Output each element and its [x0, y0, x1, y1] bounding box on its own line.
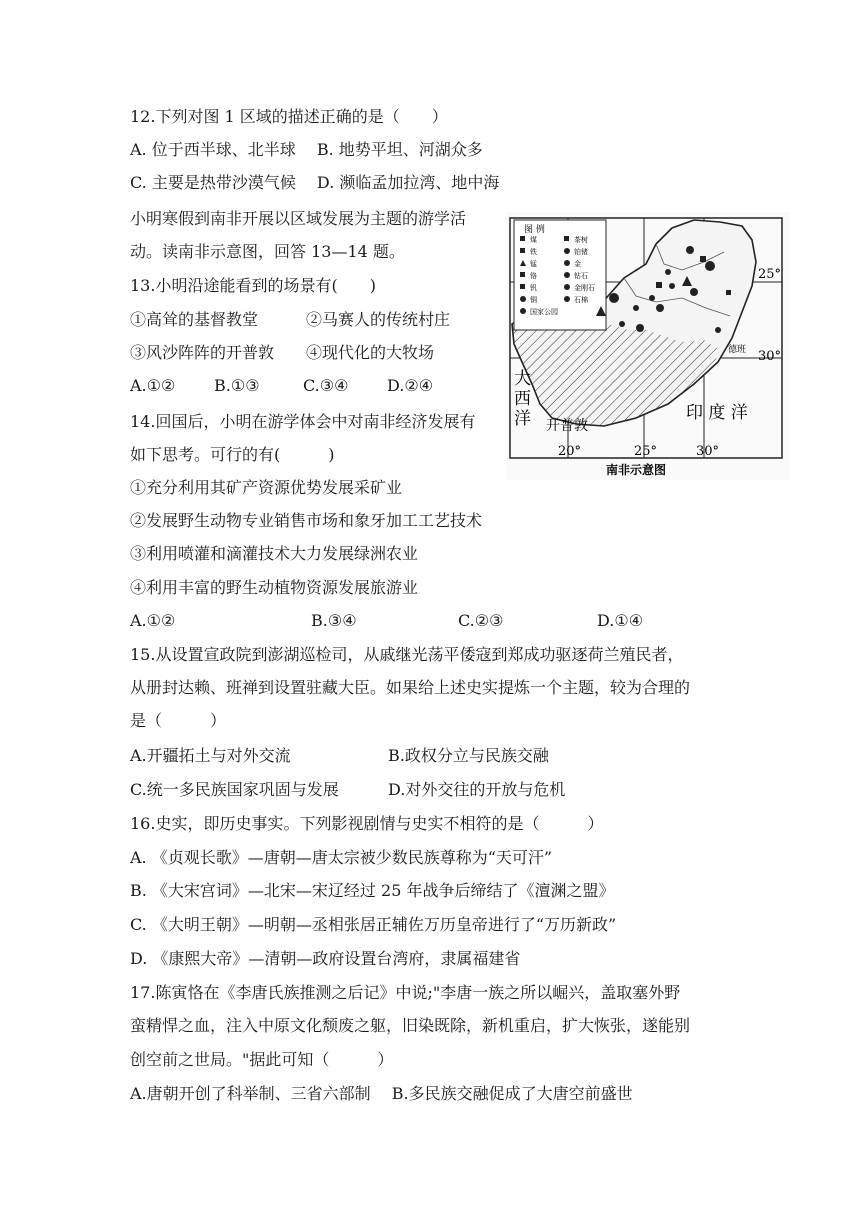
- legend-label: 锰: [530, 260, 537, 268]
- q14-item-4: ④利用丰富的野生动植物资源发展旅游业: [130, 578, 419, 597]
- legend-label: 铬: [530, 272, 537, 280]
- q14-stem-2: 如下思考。可行的有( ): [130, 445, 335, 464]
- q14-item-1: ①充分利用其矿产资源优势发展采矿业: [130, 478, 403, 497]
- q14-option-d: D.①④: [597, 611, 644, 630]
- city-durban: 德班: [728, 345, 747, 355]
- q16-option-d: D. 《康熙大帝》—清朝—政府设置台湾府，隶属福建省: [130, 949, 521, 968]
- q14-item-3: ③利用喷灌和滴灌技术大力发展绿洲农业: [130, 544, 419, 563]
- legend-label: 铁: [530, 248, 537, 256]
- symbol-circle: [649, 295, 655, 301]
- q16-option-c: C. 《大明王朝》—明朝—丞相张居正辅佐万历皇帝进行了“万历新政”: [130, 915, 617, 934]
- city-capetown: 开普敦: [546, 418, 588, 434]
- q13-option-d: D.②④: [387, 376, 434, 395]
- q14-option-c: C.②③: [458, 611, 504, 630]
- symbol-circle: [619, 321, 625, 327]
- q15-option-b: B.政权分立与民族交融: [388, 746, 549, 765]
- legend-label: 钻石: [574, 272, 588, 280]
- symbol-circle: [665, 269, 671, 275]
- symbol-circle: [705, 261, 715, 271]
- q14-stem-1: 14.回国后，小明在游学体会中对南非经济发展有: [130, 412, 476, 431]
- legend-label: 金刚石: [574, 284, 595, 292]
- legend-symbol: [520, 284, 525, 289]
- intro-line-1: 小明寒假到南非开展以区域发展为主题的游学活: [130, 209, 467, 228]
- q12-options-cd: C. 主要是热带沙漠气候 D. 濒临孟加拉湾、地中海: [130, 173, 500, 192]
- q17-stem-1: 17.陈寅恪在《李唐氏族推测之后记》中说;"李唐一族之所以崛兴，盖取塞外野: [130, 983, 681, 1002]
- legend-label: 钒: [530, 284, 537, 292]
- symbol-circle: [656, 304, 664, 312]
- q15-stem-1: 15.从设置宣政院到澎湖巡检司，从戚继光荡平倭寇到郑成功驱逐荷兰殖民者，: [130, 645, 684, 664]
- q13-stem: 13.小明沿途能看到的场景有( ): [130, 276, 376, 295]
- ocean-atlantic-2: 西: [514, 389, 531, 409]
- legend-symbol: [564, 272, 570, 278]
- q15-stem-3: 是（ ）: [130, 711, 227, 730]
- map-caption: 南非示意图: [606, 463, 667, 477]
- lon-label-30: 30°: [696, 444, 720, 459]
- q13-item-34: ③风沙阵阵的开普敦 ④现代化的大牧场: [130, 343, 435, 362]
- intro-line-2: 动。读南非示意图，回答 13—14 题。: [130, 242, 405, 261]
- legend-symbol: [564, 236, 569, 241]
- q13-option-b: B.①③: [214, 376, 260, 395]
- legend-label: 金: [574, 260, 581, 268]
- q15-option-c: C.统一多民族国家巩固与发展: [130, 780, 339, 799]
- q14-option-a: A.①②: [130, 611, 176, 630]
- q17-option-ab: A.唐朝开创了科举制、三省六部制 B.多民族交融促成了大唐空前盛世: [130, 1084, 633, 1103]
- ocean-indian: 印 度 洋: [686, 403, 748, 423]
- q12-options-ab: A. 位于西半球、北半球 B. 地势平坦、河湖众多: [130, 140, 483, 159]
- symbol-square: [656, 282, 662, 288]
- legend-label: 国家公园: [530, 308, 558, 316]
- legend-symbol: [564, 248, 570, 254]
- q16-stem: 16.史实，即历史事实。下列影视剧情与史实不相符的是（ ）: [130, 814, 604, 833]
- legend-symbol: [520, 248, 525, 253]
- legend-symbol: [564, 260, 570, 266]
- legend-label: 茶树: [574, 236, 588, 244]
- q12-stem: 12.下列对图 1 区域的描述正确的是（ ）: [130, 107, 448, 126]
- legend-symbol: [520, 236, 525, 241]
- q15-option-d: D.对外交往的开放与危机: [388, 780, 566, 799]
- south-africa-map: [506, 212, 790, 480]
- symbol-circle: [686, 246, 694, 254]
- q14-option-b: B.③④: [311, 611, 357, 630]
- map-legend-title: 图 例: [524, 225, 545, 235]
- symbol-circle: [636, 324, 644, 332]
- symbol-circle: [690, 288, 698, 296]
- q15-option-a: A.开疆拓土与对外交流: [130, 746, 291, 765]
- legend-symbol: [520, 296, 526, 302]
- map-legend-box: [514, 220, 606, 330]
- legend-symbol: [520, 308, 526, 314]
- legend-symbol: [564, 296, 570, 302]
- symbol-square: [726, 290, 731, 295]
- q13-option-a: A.①②: [130, 376, 176, 395]
- legend-symbol: [520, 272, 525, 277]
- q16-option-b: B. 《大宋宫词》—北宋—宋辽经过 25 年战争后缔结了《澶渊之盟》: [130, 881, 615, 900]
- symbol-circle: [715, 327, 721, 333]
- q14-item-2: ②发展野生动物专业销售市场和象牙加工工艺技术: [130, 511, 483, 530]
- ocean-atlantic-3: 洋: [514, 409, 531, 429]
- symbol-circle: [609, 293, 619, 303]
- symbol-circle: [633, 305, 639, 311]
- lon-label-20: 20°: [558, 444, 582, 459]
- q13-item-12: ①高耸的基督教堂 ②马赛人的传统村庄: [130, 310, 451, 329]
- q15-stem-2: 从册封达赖、班禅到设置驻藏大臣。如果给上述史实提炼一个主题，较为合理的: [130, 678, 691, 697]
- q16-option-a: A. 《贞观长歌》—唐朝—唐太宗被少数民族尊称为“天可汗”: [130, 848, 553, 867]
- symbol-square: [700, 256, 706, 262]
- legend-label: 煤: [530, 236, 537, 244]
- lat-label-30: 30°: [758, 349, 782, 364]
- legend-label: 铜: [530, 296, 537, 304]
- legend-label: 铂锗: [574, 248, 588, 256]
- q17-stem-2: 蛮精悍之血，注入中原文化颓废之躯，旧染既除，新机重启，扩大恢张，遂能别: [130, 1016, 691, 1035]
- legend-symbol: [564, 284, 570, 290]
- ocean-atlantic-1: 大: [514, 369, 531, 389]
- symbol-circle: [669, 283, 675, 289]
- legend-label: 石棉: [574, 296, 588, 304]
- q13-option-c: C.③④: [303, 376, 349, 395]
- lon-label-25: 25°: [634, 444, 658, 459]
- q17-stem-3: 创空前之世局。"据此可知（ ）: [130, 1050, 394, 1069]
- lat-label-25: 25°: [758, 267, 782, 282]
